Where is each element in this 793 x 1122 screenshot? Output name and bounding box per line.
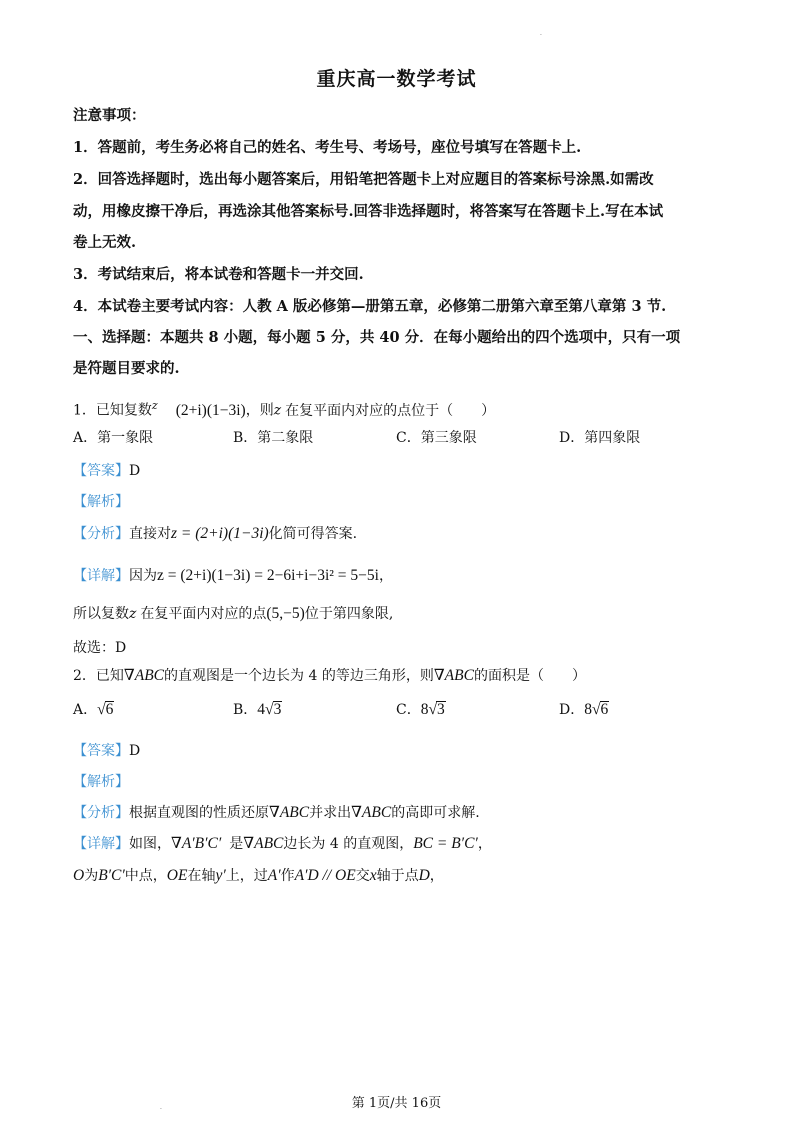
q2-xiangjie-line2: O为B′C′中点，OE在轴y′上，过A′作A′D // OE交x轴于点D，	[73, 867, 444, 884]
scan-dot: ·	[540, 32, 542, 39]
q1-stem: 1．已知复数$^z$ (2+i)(1−3i)，则z 在复平面内对应的点位于（ ）	[73, 399, 496, 419]
q2-fenxi: 【分析】根据直观图的性质还原∇ABC并求出∇ABC的高即可求解.	[73, 804, 480, 821]
q1-option-a: A．第一象限	[73, 430, 154, 446]
q1-option-b: B．第二象限	[233, 430, 314, 446]
q2-stem: 2．已知∇ABC的直观图是一个边长为 4 的等边三角形，则∇ABC的面积是（ ）	[73, 667, 586, 684]
page-title: 重庆高一数学考试	[316, 68, 477, 90]
q1-fenxi: 【分析】直接对z = (2+i)(1−3i)化简可得答案.	[73, 525, 358, 542]
q1-answer: 【答案】D	[73, 463, 141, 479]
scan-dot-bottom: ·	[160, 1106, 162, 1113]
notice-2: 2．回答选择题时，选出每小题答案后，用铅笔把答题卡上对应题目的答案标号涂黑.如需改	[73, 171, 654, 188]
q2-option-c: C．8√3	[396, 701, 445, 718]
q2-option-d: D．8√6	[559, 701, 609, 718]
notice-3: 3．考试结束后，将本试卷和答题卡一并交回.	[73, 266, 364, 283]
q1-analysis-tag: 【解析】	[73, 494, 129, 510]
q2-xiangjie: 【详解】如图，∇A′B′C′ 是∇ABC边长为 4 的直观图，BC = B′C′，	[73, 835, 492, 852]
q1-option-c: C．第三象限	[396, 430, 477, 446]
notice-2-end: 卷上无效.	[73, 234, 137, 251]
q1-xiangjie-line2: 所以复数z 在复平面内对应的点(5,−5)位于第四象限,	[73, 605, 394, 622]
q2-analysis-tag: 【解析】	[73, 774, 129, 790]
q1-choose: 故选：D	[73, 640, 127, 656]
notice-1: 1．答题前，考生务必将自己的姓名、考生号、考场号，座位号填写在答题卡上.	[73, 139, 582, 156]
section-heading-cont: 是符题目要求的.	[73, 360, 180, 377]
q2-answer: 【答案】D	[73, 743, 141, 759]
q2-option-a: A．√6	[73, 701, 114, 718]
notice-2-cont: 动，用橡皮擦干净后，再选涂其他答案标号.回答非选择题时，将答案写在答题卡上.写在本试	[73, 203, 664, 220]
q1-xiangjie: 【详解】因为z = (2+i)(1−3i) = 2−6i+i−3i² = 5−5i，	[73, 567, 393, 584]
page-footer: 第 1页/共 16页	[351, 1096, 442, 1111]
notice-4: 4．本试卷主要考试内容：人教 A 版必修第—册第五章，必修第二册第六章至第八章第 3 节.	[73, 298, 667, 315]
notice-heading: 注意事项：	[73, 107, 146, 124]
q2-option-b: B．4√3	[233, 701, 282, 718]
section-heading: 一、选择题：本题共 8 小题，每小题 5 分，共 40 分．在每小题给出的四个选项中，只有一项	[73, 329, 681, 346]
q1-option-d: D．第四象限	[559, 430, 641, 446]
